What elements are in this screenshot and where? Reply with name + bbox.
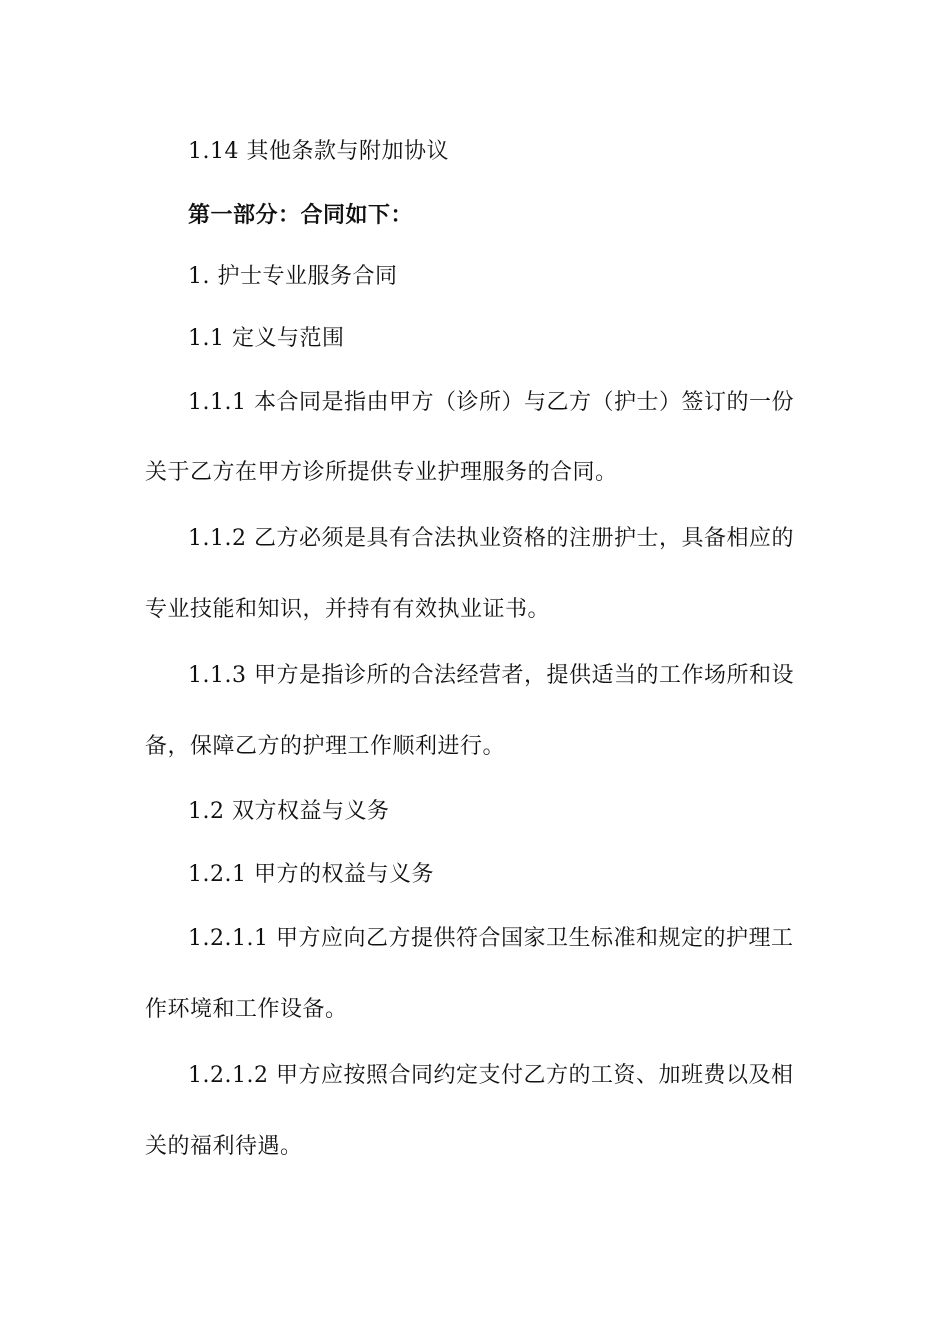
clause-1-2-1-1-line-1: 1.2.1.1 甲方应向乙方提供符合国家卫生标准和规定的护理工 [188,926,794,951]
part-one-heading: 第一部分：合同如下： [188,202,414,228]
clause-1-2-1-2-line-2: 关的福利待遇。 [145,1134,303,1159]
clause-1-1-3-line-2: 备，保障乙方的护理工作顺利进行。 [145,734,506,759]
clause-1-14-heading: 1.14 其他条款与附加协议 [188,139,449,164]
section-1-1-heading: 1.1 定义与范围 [188,326,345,351]
section-1-2-heading: 1.2 双方权益与义务 [188,799,390,824]
clause-1-2-1-heading: 1.2.1 甲方的权益与义务 [188,862,434,887]
clause-1-1-3-line-1: 1.1.3 甲方是指诊所的合法经营者，提供适当的工作场所和设 [188,663,794,688]
clause-1-1-1-line-1: 1.1.1 本合同是指由甲方（诊所）与乙方（护士）签订的一份 [188,390,794,415]
clause-1-1-1-line-2: 关于乙方在甲方诊所提供专业护理服务的合同。 [145,460,618,485]
clause-1-1-2-line-1: 1.1.2 乙方必须是具有合法执业资格的注册护士，具备相应的 [188,526,794,551]
clause-1-2-1-2-line-1: 1.2.1.2 甲方应按照合同约定支付乙方的工资、加班费以及相 [188,1063,794,1088]
clause-1-2-1-1-line-2: 作环境和工作设备。 [145,997,348,1022]
clause-1-1-2-line-2: 专业技能和知识，并持有有效执业证书。 [145,597,551,622]
section-1-heading: 1. 护士专业服务合同 [188,264,398,289]
